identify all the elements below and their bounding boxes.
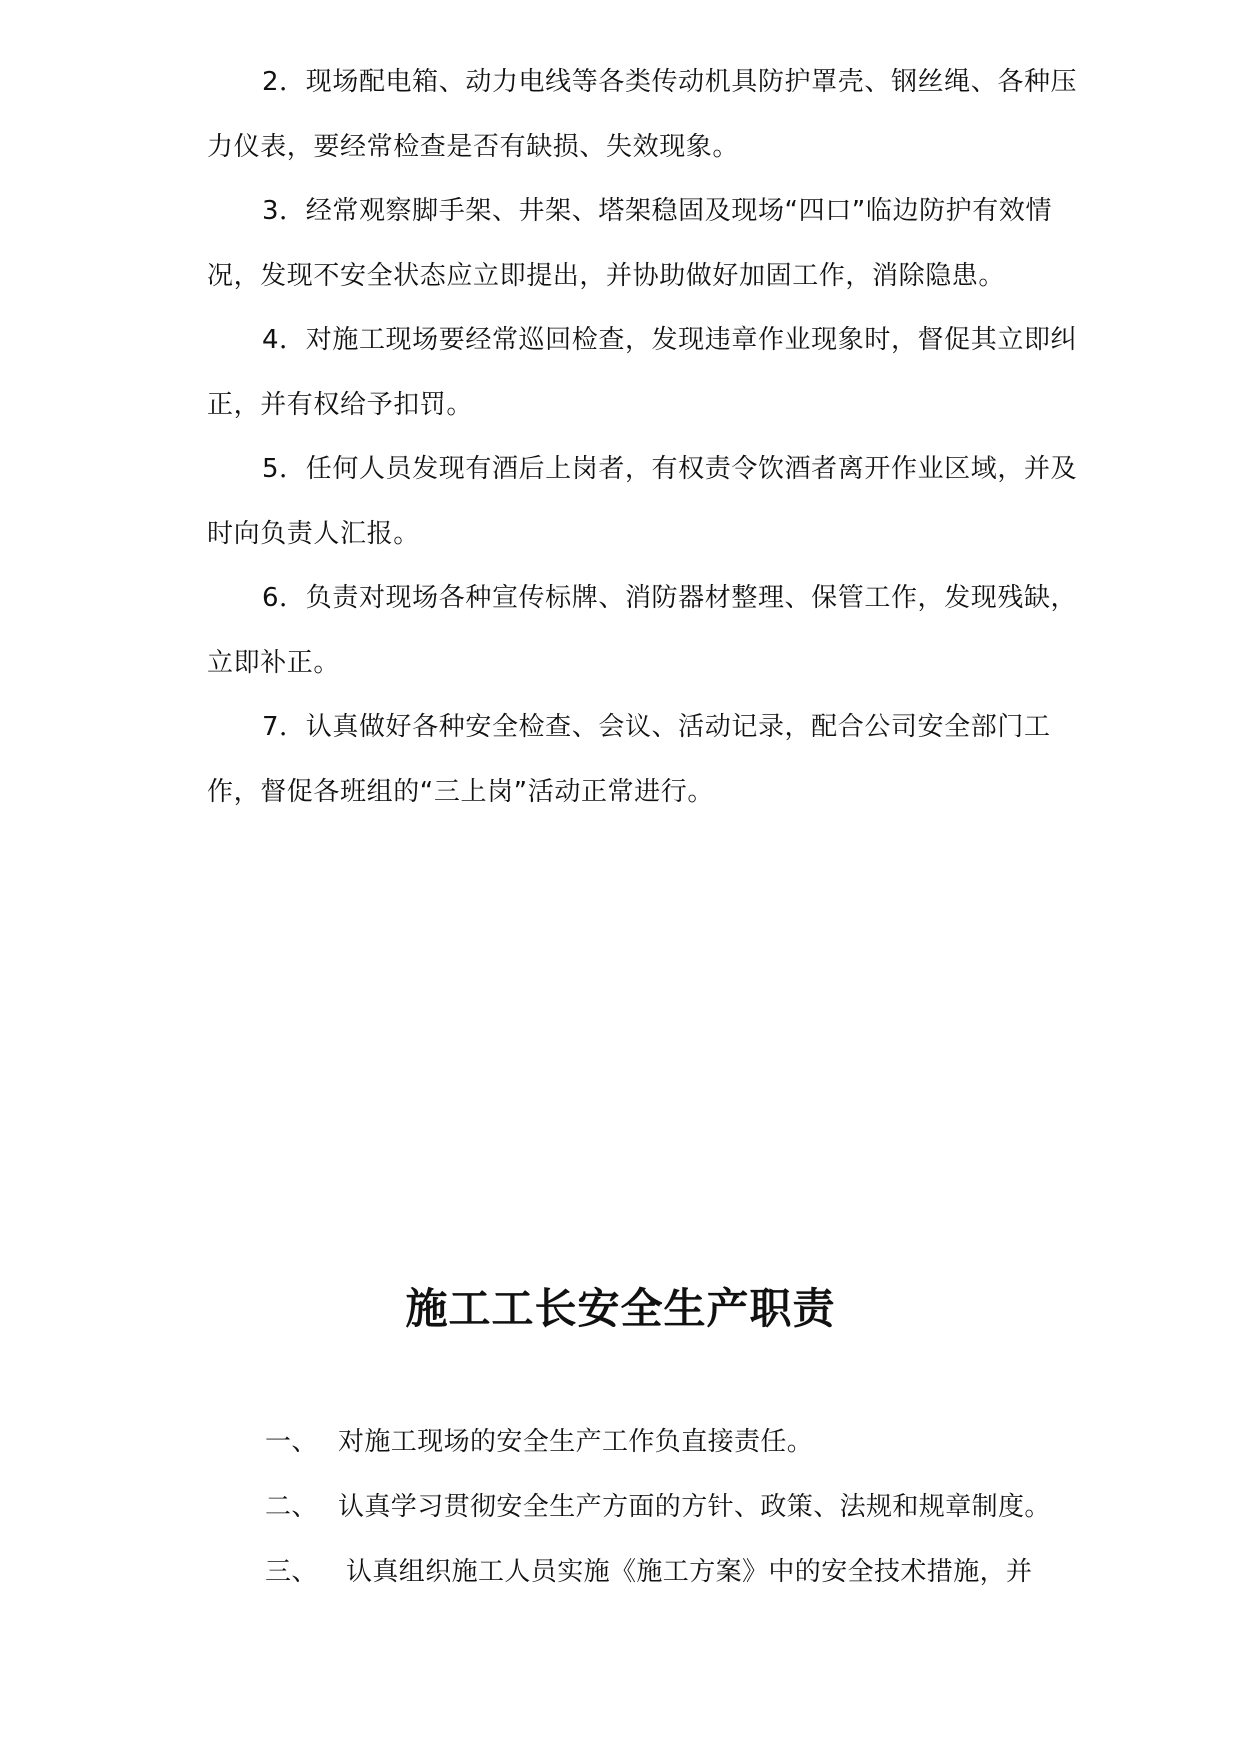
paragraph-4: 4．对施工现场要经常巡回检查，发现违章作业现象时，督促其立即纠正，并有权给予扣罚。 (207, 325, 1078, 420)
section-item-1 (265, 1410, 1095, 1475)
upper-paragraphs (207, 50, 1087, 824)
section-item-3 (265, 1540, 1095, 1605)
section-title: 施工工长安全生产职责 (405, 1284, 836, 1333)
section-item-text: 对施工现场的安全生产工作负直接责任。 (338, 1427, 814, 1457)
paragraph-2: 2．现场配电箱、动力电线等各类传动机具防护罩壳、钢丝绳、各种压力仪表，要经常检查是否有缺损、失效现象。 (207, 67, 1078, 162)
section-item-number: 三、 (265, 1557, 318, 1587)
paragraph-7: 7．认真做好各种安全检查、会议、活动记录，配合公司安全部门工作，督促各班组的“三上岗”活动正常进行。 (207, 712, 1051, 807)
section-item-number: 二、 (265, 1492, 318, 1522)
section-item-text: 认真学习贯彻安全生产方面的方针、政策、法规和规章制度。 (338, 1492, 1051, 1522)
section-item-2 (265, 1475, 1095, 1540)
section-item-number: 一、 (265, 1427, 318, 1457)
paragraph-5: 5．任何人员发现有酒后上岗者，有权责令饮酒者离开作业区域，并及时向负责人汇报。 (207, 454, 1078, 549)
section-item-text: 认真组织施工人员实施《施工方案》中的安全技术措施，并 (346, 1557, 1033, 1587)
paragraph-6: 6．负责对现场各种宣传标牌、消防器材整理、保管工作，发现残缺，立即补正。 (207, 583, 1078, 678)
section-item-list (265, 1410, 1095, 1605)
paragraph-3: 3．经常观察脚手架、井架、塔架稳固及现场“四口”临边防护有效情况，发现不安全状态应立即提出，并协助做好加固工作，消除隐患。 (207, 196, 1053, 291)
